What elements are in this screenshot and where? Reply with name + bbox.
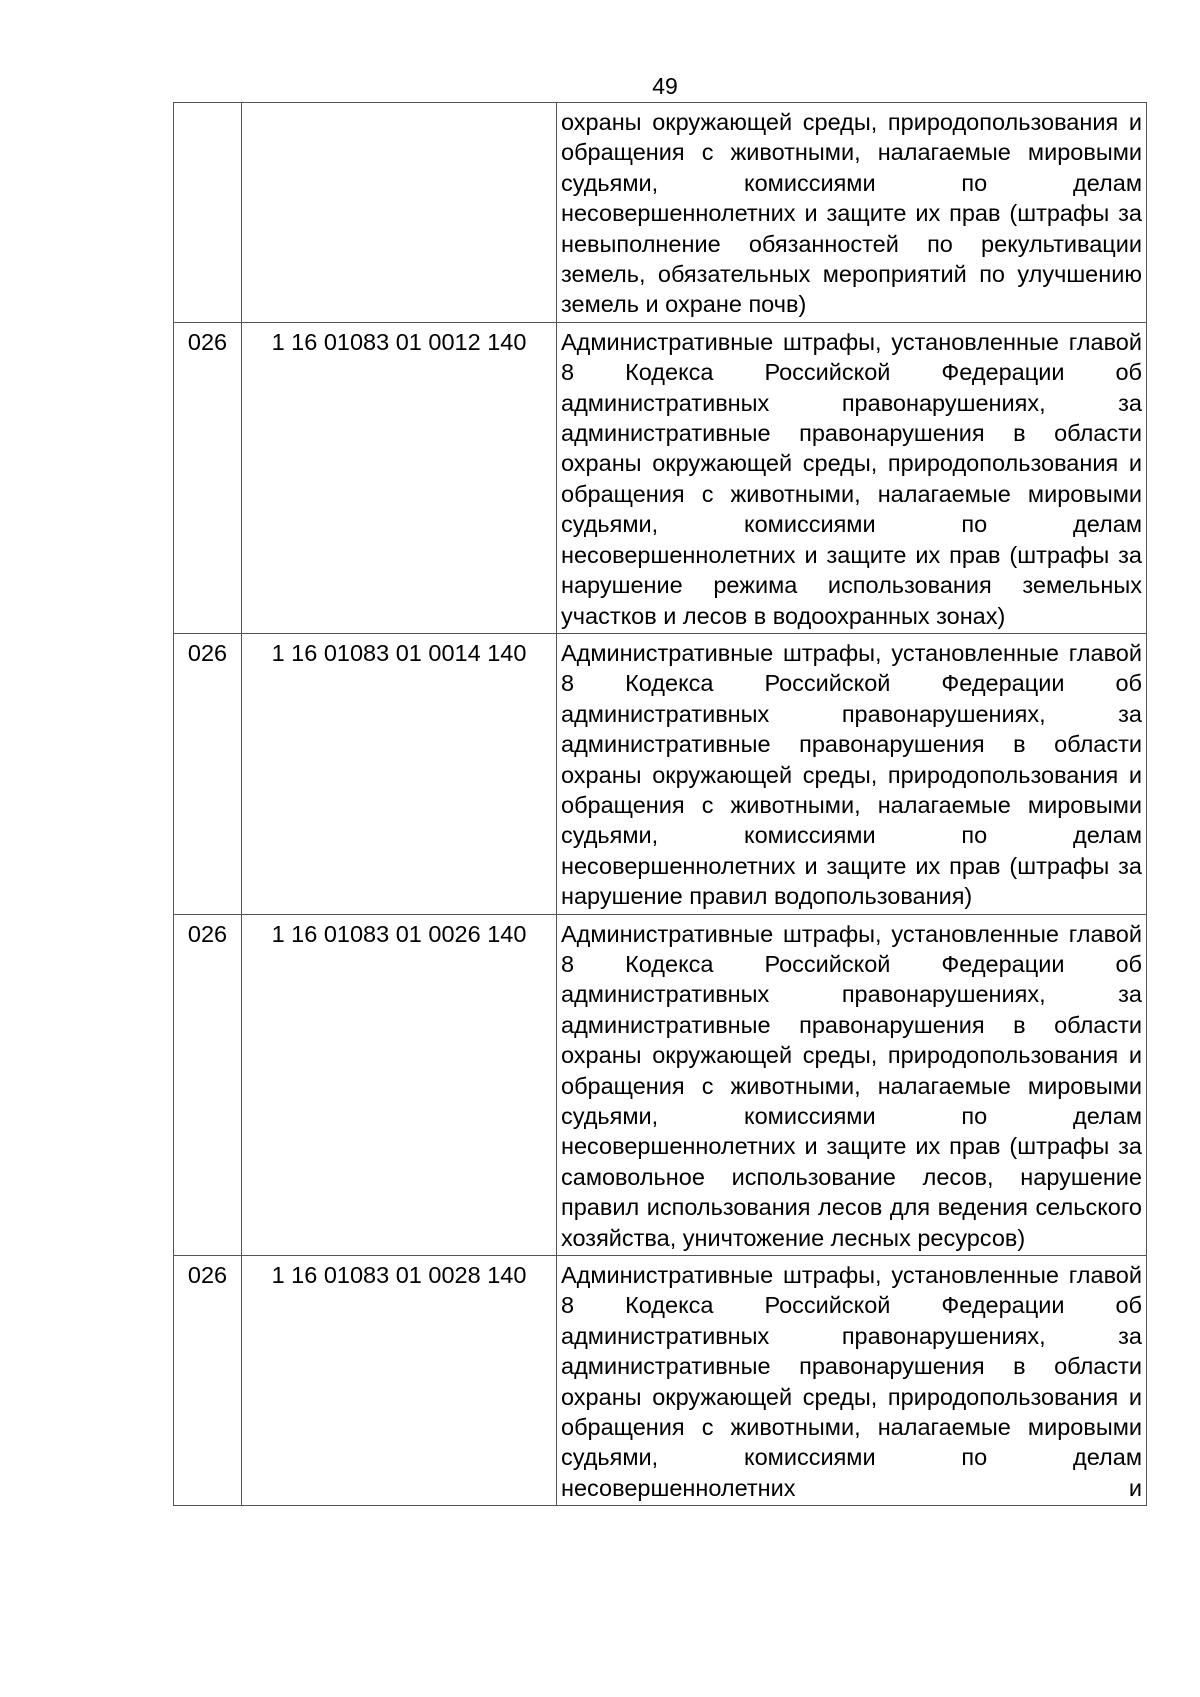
revenue-code-cell: 1 16 01083 01 0012 140 (242, 322, 557, 633)
revenue-code-cell: 1 16 01083 01 0028 140 (242, 1256, 557, 1506)
table-row (174, 914, 1147, 1255)
table-row (174, 633, 1147, 914)
description-cell: Административные штрафы, установленные главой 8 Кодекса Российской Федерации об административных правонарушениях, за административные правонарушения в области охраны окружающей среды, природопользования и обращения с животными, налагаемые мировыми судьями, комиссиями по делам несовершеннолетних и защите их прав (штрафы за самовольное использование лесов, нарушение правил использования лесов для ведения сельского хозяйства, уничтожение лесных ресурсов) (557, 914, 1147, 1255)
administrator-code-cell: 026 (174, 322, 242, 633)
page-number: 49 (652, 73, 678, 99)
revenue-code-cell: 1 16 01083 01 0014 140 (242, 633, 557, 914)
revenue-code-cell (242, 103, 557, 323)
budget-classification-table (173, 102, 1147, 1506)
revenue-code-cell: 1 16 01083 01 0026 140 (242, 914, 557, 1255)
description-cell: охраны окружающей среды, природопользования и обращения с животными, налагаемые мировыми судьями, комиссиями по делам несовершеннолетних и защите их прав (штрафы за невыполнение обязанностей по рекультивации земель, обязательных мероприятий по улучшению земель и охране почв) (557, 103, 1147, 323)
description-cell: Административные штрафы, установленные главой 8 Кодекса Российской Федерации об административных правонарушениях, за административные правонарушения в области охраны окружающей среды, природопользования и обращения с животными, налагаемые мировыми судьями, комиссиями по делам несовершеннолетних и защите их прав (штрафы за нарушение правил водопользования) (557, 633, 1147, 914)
administrator-code-cell: 026 (174, 633, 242, 914)
table-row (174, 103, 1147, 323)
table-row (174, 1256, 1147, 1506)
table-row (174, 322, 1147, 633)
administrator-code-cell: 026 (174, 1256, 242, 1506)
administrator-code-cell: 026 (174, 914, 242, 1255)
description-cell: Административные штрафы, установленные главой 8 Кодекса Российской Федерации об административных правонарушениях, за административные правонарушения в области охраны окружающей среды, природопользования и обращения с животными, налагаемые мировыми судьями, комиссиями по делам несовершеннолетних и защите их прав (штрафы за нарушение режима использования земельных участков и лесов в водоохранных зонах) (557, 322, 1147, 633)
administrator-code-cell (174, 103, 242, 323)
description-cell: Административные штрафы, установленные главой 8 Кодекса Российской Федерации об административных правонарушениях, за административные правонарушения в области охраны окружающей среды, природопользования и обращения с животными, налагаемые мировыми судьями, комиссиями по делам несовершеннолетних и (557, 1256, 1147, 1506)
